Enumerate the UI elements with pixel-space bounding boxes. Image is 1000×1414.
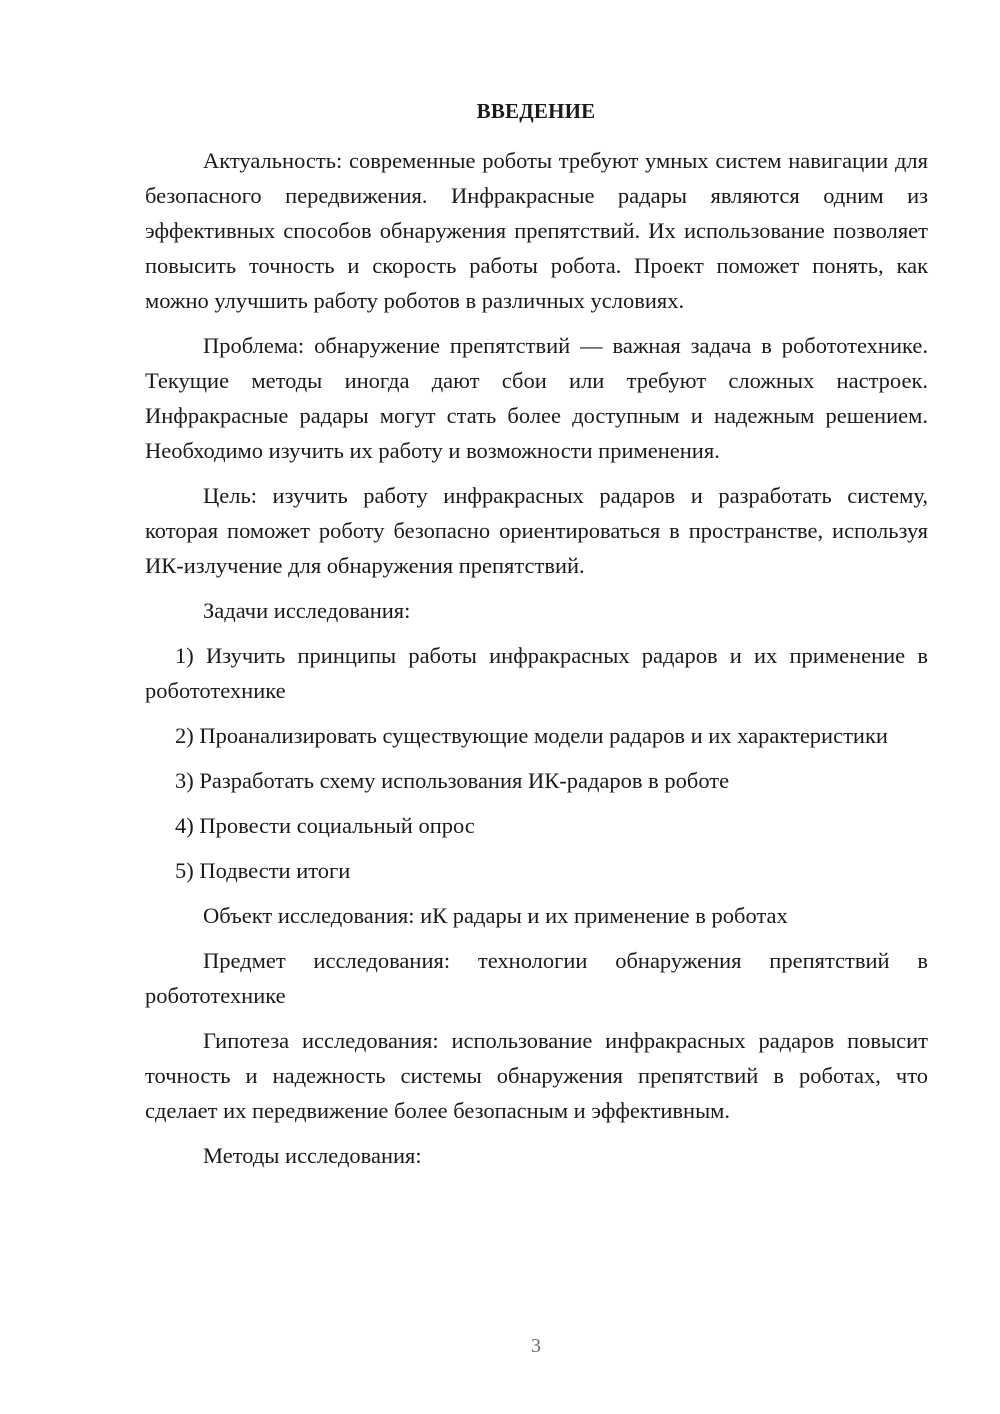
paragraph-goal: Цель: изучить работу инфракрасных радаров и разработать систему, которая поможет роботу безопасно ориентироваться в пространстве, используя ИК-излучение для обнаружения препятствий. xyxy=(145,483,928,578)
document-body xyxy=(145,143,928,1183)
paragraph-subject: Предмет исследования: технологии обнаружения препятствий в робототехнике xyxy=(145,948,928,1008)
paragraph-object: Объект исследования: иК радары и их применение в роботах xyxy=(203,903,788,928)
task-item-1: 1) Изучить принципы работы инфракрасных радаров и их применение в робототехнике xyxy=(145,643,928,703)
tasks-heading: Задачи исследования: xyxy=(203,598,411,623)
paragraph-hypothesis: Гипотеза исследования: использование инфракрасных радаров повысит точность и надежность системы обнаружения препятствий в роботах, что сделает их передвижение более безопасным и эффективным. xyxy=(145,1028,928,1123)
task-item-3: 3) Разработать схему использования ИК-радаров в роботе xyxy=(175,768,730,793)
task-item-4: 4) Провести социальный опрос xyxy=(175,813,475,838)
section-title: ВВЕДЕНИЕ xyxy=(476,99,596,123)
task-item-2: 2) Проанализировать существующие модели радаров и их характеристики xyxy=(175,723,888,748)
paragraph-relevance: Актуальность: современные роботы требуют умных систем навигации для безопасного передвижения. Инфракрасные радары являются одним из эффективных способов обнаружения препятствий. Их использование позволяет повысить точность и скорость работы робота. Проект поможет понять, как можно улучшить работу роботов в различных условиях. xyxy=(145,148,928,313)
task-item-5: 5) Подвести итоги xyxy=(175,858,351,883)
paragraph-problem: Проблема: обнаружение препятствий — важная задача в робототехнике. Текущие методы иногда дают сбои или требуют сложных настроек. Инфракрасные радары могут стать более доступным и надежным решением. Необходимо изучить их работу и возможности применения. xyxy=(145,333,928,463)
page-number: 3 xyxy=(531,1335,541,1357)
methods-heading: Методы исследования: xyxy=(203,1143,422,1168)
